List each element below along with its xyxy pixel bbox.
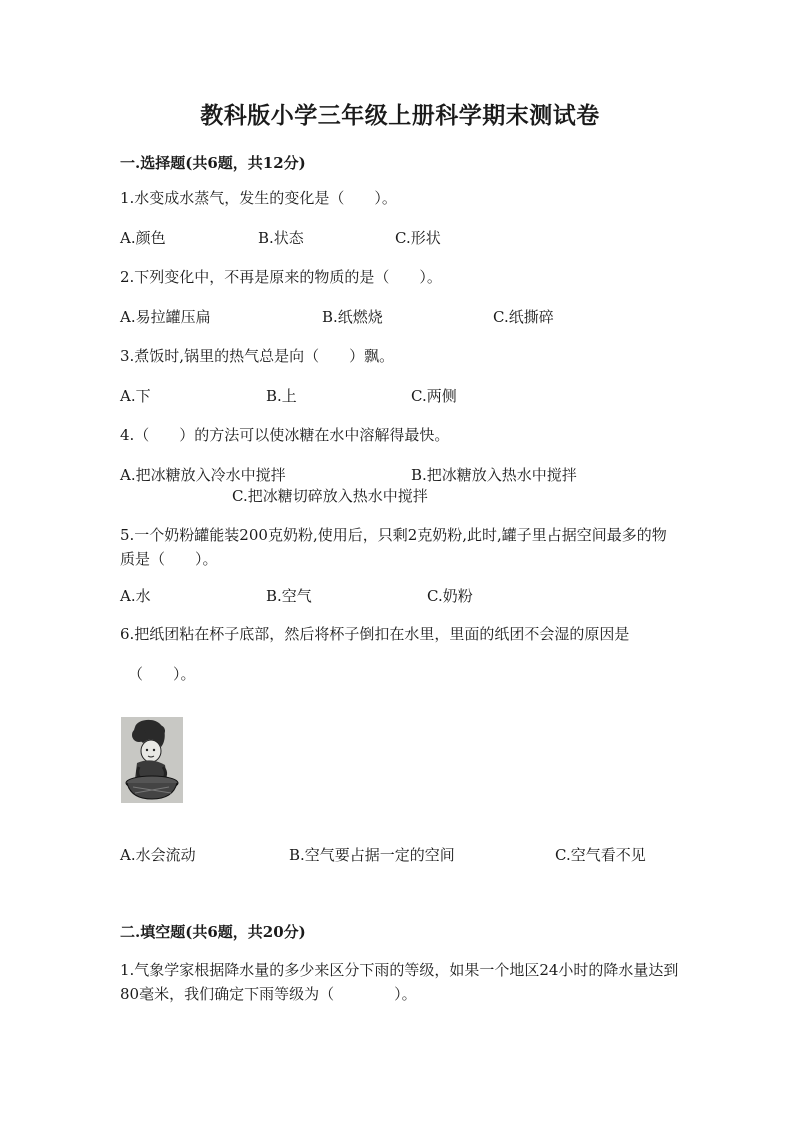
fill-question-1-text: 1.气象学家根据降水量的多少来区分下雨的等级，如果一个地区24小时的降水量达到80毫米，我们确定下雨等级为（ ）。 <box>120 961 679 1003</box>
page-title: 教科版小学三年级上册科学期末测试卷 <box>200 102 600 129</box>
question-1-option-c: C.形状 <box>395 229 441 247</box>
question-6-option-b: B.空气要占据一定的空间 <box>289 846 455 864</box>
question-6-text: 6.把纸团粘在杯子底部，然后将杯子倒扣在水里，里面的纸团不会湿的原因是 <box>120 625 630 643</box>
question-2-option-c: C.纸撕碎 <box>493 308 554 326</box>
question-4-option-b: B.把冰糖放入热水中搅拌 <box>411 466 577 484</box>
question-2-option-a: A.易拉罐压扁 <box>120 308 211 326</box>
question-1-text: 1.水变成水蒸气，发生的变化是（ ）。 <box>120 189 397 207</box>
question-3-text: 3.煮饭时,锅里的热气总是向（ ）飘。 <box>120 347 395 365</box>
question-3-option-a: A.下 <box>120 387 151 405</box>
question-5-option-b: B.空气 <box>266 587 312 605</box>
question-1-option-a: A.颜色 <box>120 229 166 247</box>
section-heading-choice: 一.选择题(共6题，共12分) <box>120 154 306 172</box>
question-6-option-c: C.空气看不见 <box>555 846 646 864</box>
question-2-option-b: B.纸燃烧 <box>322 308 383 326</box>
question-6-illustration <box>121 717 183 803</box>
question-6-option-a: A.水会流动 <box>120 846 196 864</box>
question-4-text: 4.（ ）的方法可以使冰糖在水中溶解得最快。 <box>120 426 450 444</box>
question-1-option-b: B.状态 <box>258 229 304 247</box>
question-4-option-c: C.把冰糖切碎放入热水中搅拌 <box>232 487 428 505</box>
question-5-option-a: A.水 <box>120 587 151 605</box>
question-3-option-c: C.两侧 <box>411 387 457 405</box>
question-5-text: 5.一个奶粉罐能装200克奶粉,使用后，只剩2克奶粉,此时,罐子里占据空间最多的物质是（ ）。 <box>120 526 667 568</box>
section-heading-fill: 二.填空题(共6题，共20分) <box>120 923 306 941</box>
question-2-text: 2.下列变化中，不再是原来的物质的是（ ）。 <box>120 268 442 286</box>
question-5-option-c: C.奶粉 <box>427 587 473 605</box>
question-6-text-continued: （ ）。 <box>128 665 196 683</box>
question-3-option-b: B.上 <box>266 387 297 405</box>
question-4-option-a: A.把冰糖放入冷水中搅拌 <box>120 466 286 484</box>
